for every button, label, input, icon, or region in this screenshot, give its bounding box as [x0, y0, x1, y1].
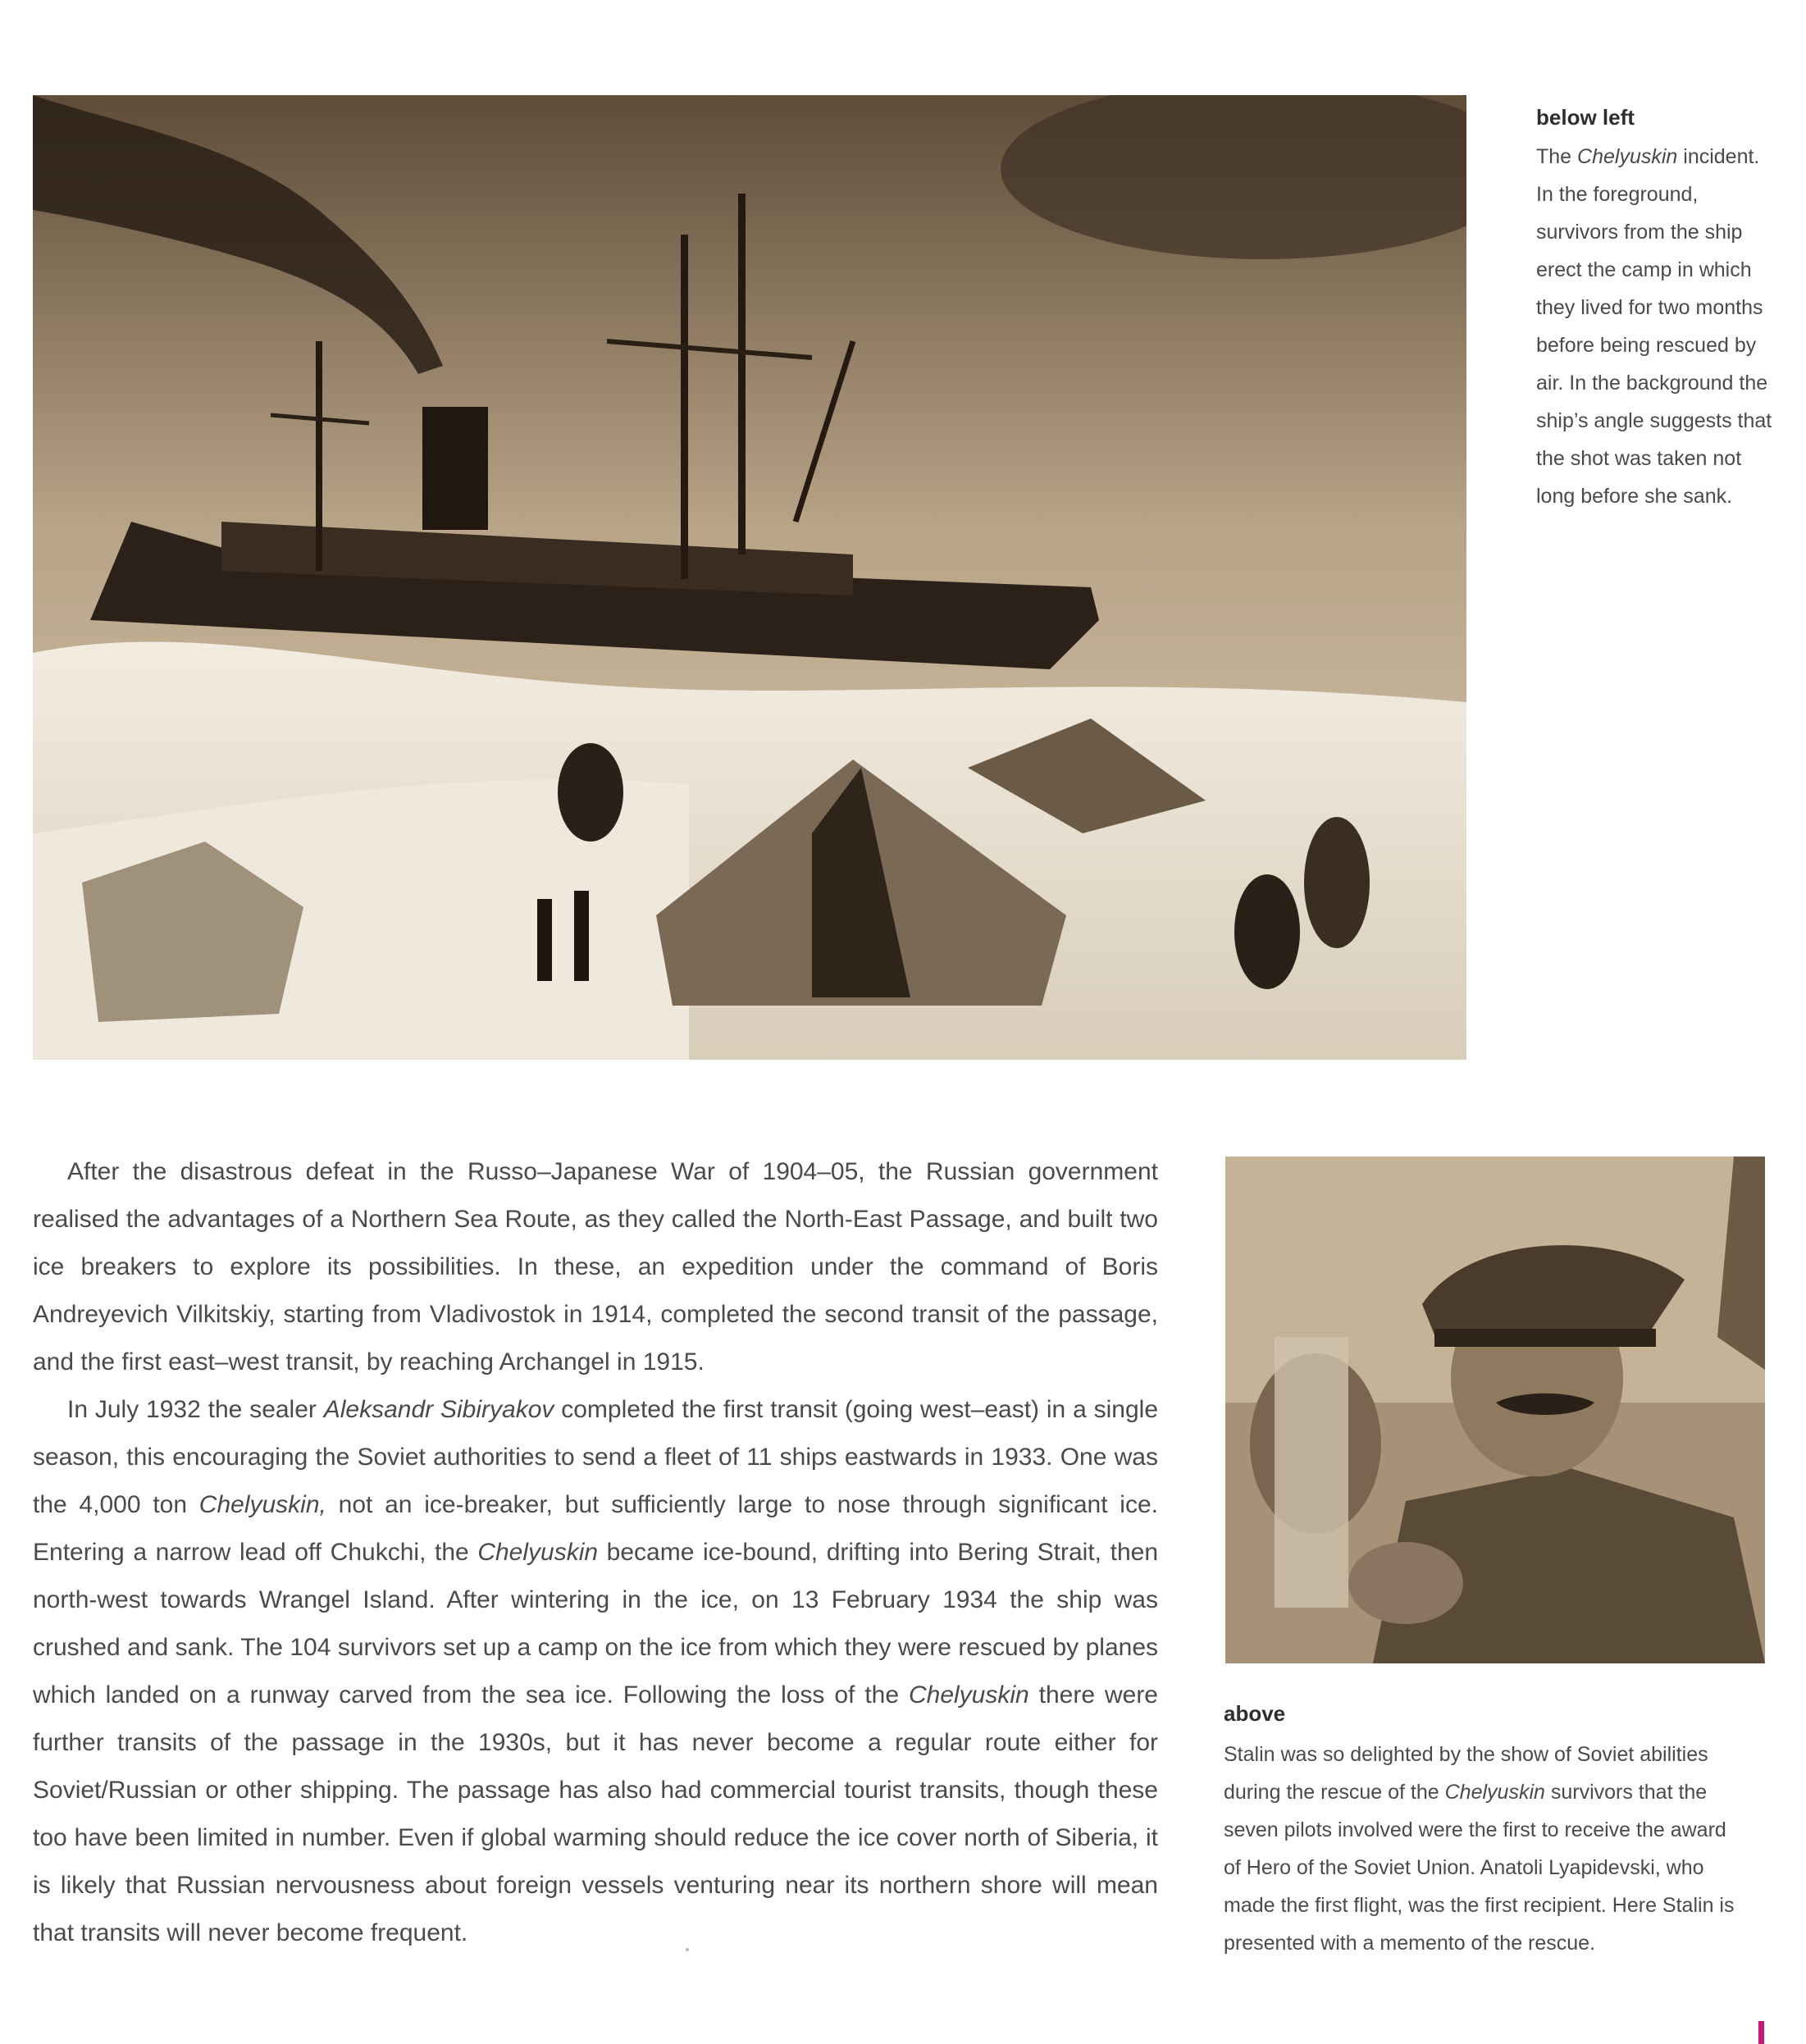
body-paragraph-1: After the disastrous defeat in the Russo–Japanese War of 1904–05, the Russian government realised the advantages of a Northern Sea Route, as they called the North-East Passage, and built two ice breakers to explore its possibilities. In these, an expedition under the command of Boris Andreyevich Vilkitskiy, starting from Vladivostok in 1914, completed the second transit of the passage, and the first east–west transit, by reaching Archangel in 1915. — [33, 1158, 1158, 1376]
body-p2-ship-sibiryakov: Aleksandr Sibiryakov — [323, 1396, 554, 1423]
stray-dot — [686, 1948, 689, 1951]
stalin-portrait-photo — [1225, 1157, 1765, 1663]
caption-below-left-text — [1536, 138, 1782, 515]
article-body — [33, 1148, 1158, 1957]
body-paragraph-2 — [33, 1386, 1158, 1957]
caption-above-text — [1224, 1736, 1749, 1962]
caption-above-text-part1: Stalin was so delighted by the show of Soviet abilities during the rescue of the — [1224, 1743, 1708, 1804]
page-edge-marker — [1758, 2021, 1764, 2044]
body-p2-part-d: became ice-bound, drifting into Bering Strait, then north-west towards Wrangel Island. After wintering in the ice, on 13 February 1934 the ship was crushed and sank. The 104 survivors set up a camp on the ice from which they were rescued by planes which landed on a runway carved from the sea ice. Following the loss of the — [33, 1539, 1159, 1709]
body-p2-part-b: completed the first transit (going west–east) in a single season, this encouraging the Soviet authorities to send a fleet of 11 ships eastwards in 1933. One was the 4,000 ton — [33, 1396, 1159, 1518]
body-p2-part-a: In July 1932 the sealer — [67, 1396, 324, 1423]
stalin-portrait-illustration — [1225, 1157, 1765, 1663]
body-p2-ship-chelyuskin-2: Chelyuskin — [477, 1539, 599, 1566]
caption-above-heading: above — [1224, 1701, 1286, 1726]
chelyuskin-camp-illustration — [33, 95, 1466, 1060]
caption-below-left-ship-name: Chelyuskin — [1577, 145, 1678, 168]
body-p2-part-c: not an ice-breaker, but sufficiently large to nose through significant ice. Entering a narrow lead off Chukchi, the — [33, 1491, 1158, 1566]
caption-above-text-part2: survivors that the seven pilots involved were the first to receive the award of Hero of the Soviet Union. Anatoli Lyapidevski, who made the first flight, was the first recipient. Here Stalin is presented with a memento of the rescue. — [1224, 1781, 1735, 1955]
body-p2-ship-chelyuskin-1: Chelyuskin, — [198, 1491, 326, 1518]
caption-below-left-text-part2: incident. In the foreground, survivors from the ship erect the camp in which they lived for two months before being rescued by air. In the background the ship’s angle suggests that the shot was taken not long before she sank. — [1536, 145, 1772, 508]
body-p2-ship-chelyuskin-3: Chelyuskin — [908, 1681, 1029, 1709]
caption-above-ship-name: Chelyuskin — [1444, 1781, 1545, 1804]
chelyuskin-camp-photo — [33, 95, 1466, 1060]
caption-below-left-heading: below left — [1536, 105, 1635, 130]
body-p2-part-e: there were further transits of the passage in the 1930s, but it has never become a regular route either for Soviet/Russian or other shipping. The passage has also had commercial tourist transits, though these too have been limited in number. Even if global warming should reduce the ice cover north of Siberia, it is likely that Russian nervousness about foreign vessels venturing near its northern shore will mean that transits will never become frequent. — [33, 1681, 1158, 1946]
caption-below-left-text-part1: The — [1536, 145, 1578, 168]
